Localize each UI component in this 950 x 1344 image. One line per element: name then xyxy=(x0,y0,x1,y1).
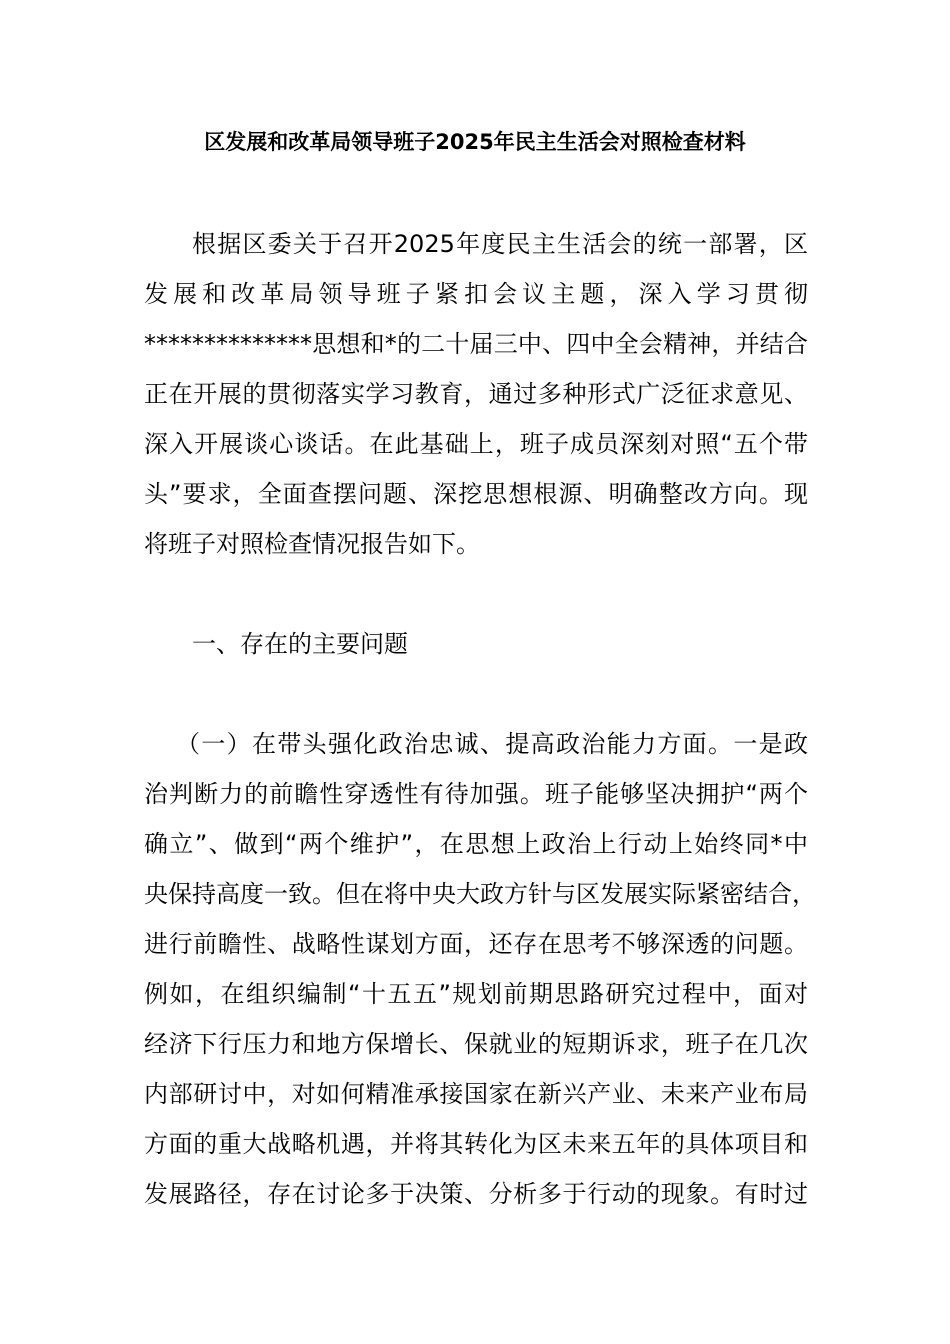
document-title: 区发展和改革局领导班子2025年民主生活会对照检查材料 xyxy=(204,130,746,154)
paragraph-line: 经济下行压力和地方保增长、保就业的短期诉求，班子在几次 xyxy=(144,1030,808,1058)
paragraph-line: 内部研讨中，对如何精准承接国家在新兴产业、未来产业布局 xyxy=(144,1080,808,1108)
paragraph-line: 例如，在组织编制“十五五”规划前期思路研究过程中，面对 xyxy=(144,980,808,1008)
paragraph-line: 正在开展的贯彻落实学习教育，通过多种形式广泛征求意见、 xyxy=(144,380,808,408)
paragraph-line: 头”要求，全面查摆问题、深挖思想根源、明确整改方向。现 xyxy=(144,480,808,508)
paragraph-line: 治判断力的前瞻性穿透性有待加强。班子能够坚决拥护“两个 xyxy=(144,780,808,808)
paragraph-line: 发展路径，存在讨论多于决策、分析多于行动的现象。有时过 xyxy=(144,1180,808,1208)
section-heading: 一、存在的主要问题 xyxy=(192,630,408,658)
paragraph-line: 根据区委关于召开2025年度民主生活会的统一部署，区 xyxy=(192,230,808,258)
paragraph-line: 方面的重大战略机遇，并将其转化为区未来五年的具体项目和 xyxy=(144,1130,808,1158)
paragraph-line: （一）在带头强化政治忠诚、提高政治能力方面。一是政 xyxy=(176,730,808,758)
paragraph-line: 进行前瞻性、战略性谋划方面，还存在思考不够深透的问题。 xyxy=(144,930,808,958)
paragraph-line: 确立”、做到“两个维护”，在思想上政治上行动上始终同*中 xyxy=(144,830,808,858)
paragraph-line: 发展和改革局领导班子紧扣会议主题，深入学习贯彻 xyxy=(144,280,808,308)
paragraph-line: **************思想和*的二十届三中、四中全会精神，并结合 xyxy=(144,330,808,358)
paragraph-line: 将班子对照检查情况报告如下。 xyxy=(144,530,480,558)
paragraph-line: 央保持高度一致。但在将中央大政方针与区发展实际紧密结合， xyxy=(144,880,816,908)
paragraph-line: 深入开展谈心谈话。在此基础上，班子成员深刻对照“五个带 xyxy=(144,430,808,458)
